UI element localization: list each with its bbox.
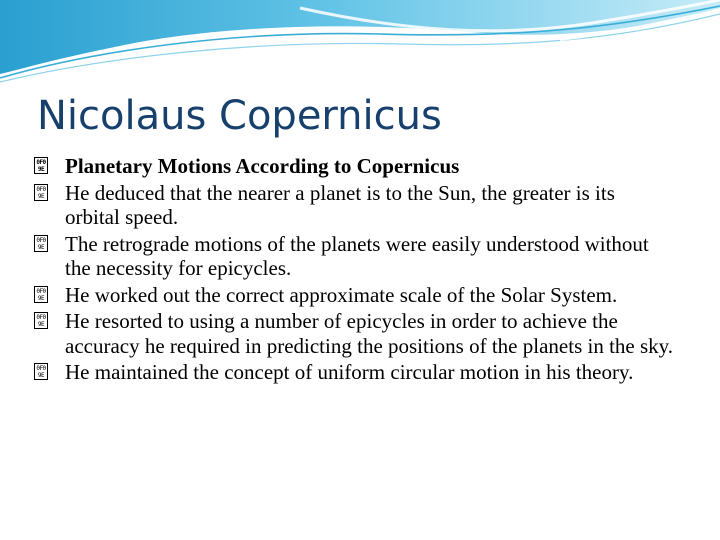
bullet-item	[34, 232, 674, 281]
bullet-item	[34, 283, 674, 308]
bullet-text: He worked out the correct approximate scale of the Solar System.	[65, 282, 618, 307]
missing-glyph-icon: 0F0 9E	[34, 184, 48, 201]
bullet-item	[34, 154, 674, 179]
bullet-text: He deduced that the nearer a planet is to the Sun, the greater is its orbital speed.	[65, 180, 615, 229]
bullet-item	[34, 309, 674, 358]
bullet-text: The retrograde motions of the planets were easily understood without the necessity for epicycles.	[65, 231, 649, 280]
bullet-item	[34, 181, 674, 230]
bullet-item	[34, 360, 674, 385]
header-wave-decoration	[0, 0, 720, 90]
bullet-list	[34, 154, 674, 387]
bullet-text: He maintained the concept of uniform circular motion in his theory.	[65, 360, 634, 384]
bullet-text: Planetary Motions According to Copernicus	[65, 154, 460, 178]
missing-glyph-icon: 0F0 9E	[34, 312, 48, 329]
missing-glyph-icon: 0F0 9E	[34, 286, 48, 303]
missing-glyph-icon: 0F0 9E	[34, 235, 48, 252]
bullet-text: He resorted to using a number of epicycles in order to achieve the accuracy he required in predicting the positions of the planets in the sky.	[65, 309, 674, 358]
slide-title: Nicolaus Copernicus	[37, 93, 442, 139]
missing-glyph-icon: 0F0 9E	[34, 363, 48, 380]
missing-glyph-icon: 0F0 9E	[34, 157, 48, 174]
